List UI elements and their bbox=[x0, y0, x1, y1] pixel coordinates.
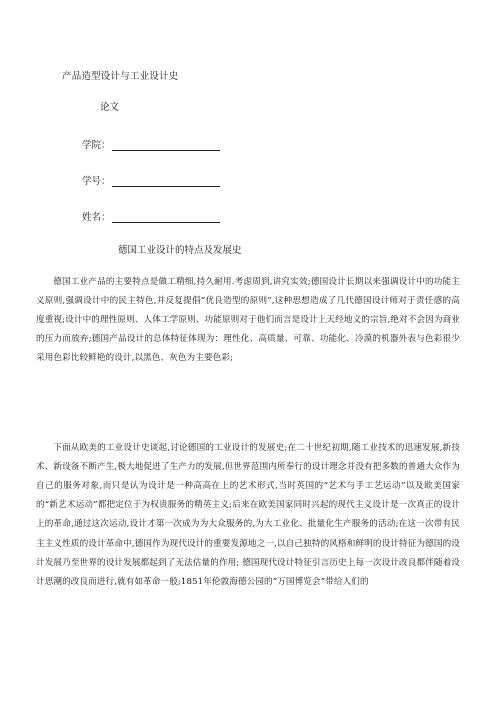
student-id-field bbox=[82, 173, 220, 187]
name-underline bbox=[112, 211, 220, 223]
paragraph-1: 德国工业产品的主要特点是做工精细,持久耐用.考虑周到,讲究实效;德国设计长期以来强调设计中的功能主义原则,强调设计中的民主特色,并反复提倡“优良造型的原则”,这种思想造成了几代德国设计师对于责任感的高度重视;设计中的理性原则、人体工学原则、功能原则对于他们而言是设计上天经地义的宗旨,绝对不会因为商业的压力而放弃;德国产品设计的总体特征体现为：理性化、高质量、可靠、功能化、冷漠的机器外表与色彩很少采用色彩比较鲜艳的设计,以黑色、灰色为主要色彩; bbox=[36, 276, 460, 364]
student-id-underline bbox=[112, 175, 220, 187]
name-label: 姓名： bbox=[82, 212, 111, 223]
paragraph-2: 下面从欧美的工业设计史谈起,讨论德国的工业设计的发展史;在二十世纪初期,随工业技术的迅速发展,新技术、新设备不断产生,极大地促进了生产力的发展,但世界范围内所奉行的设计理念并没有把多数的普通大众作为自己的服务对象,而只是认为设计是一种高高在上的艺术形式,当时英国的“艺术与手工艺运动”以及欧美国家的“新艺术运动”都把定位于为权贵服务的精英主义;后来在欧美国家同时兴起的现代主义设计是一次真正的设计上的革命,通过这次运动,设计才第一次成为为大众服务的,为大工业化、批量化生产服务的活动;在这一次带有民主主义性质的设计革命中,德国作为现代设计的重要发源地之一,以自己独特的风格和鲜明的设计特征为德国的设计发展乃至世界的设计发展都起到了无法估量的作用; 德国现代设计特征引言历史上每一次设计改良都伴随着设计思潮的改良而进行,就有如革命一般;1851年伦敦海德公园的“万国博览会”带给人们的 bbox=[36, 442, 460, 588]
school-field bbox=[82, 137, 220, 151]
course-title: 产品造型设计与工业设计史 bbox=[62, 71, 179, 82]
school-underline bbox=[112, 139, 220, 151]
section-title: 德国工业设计的特点及发展史 bbox=[118, 245, 242, 256]
school-label: 学院： bbox=[82, 140, 111, 151]
name-field bbox=[82, 209, 220, 223]
student-id-label: 学号： bbox=[82, 176, 111, 187]
paper-label: 论文 bbox=[100, 102, 120, 113]
